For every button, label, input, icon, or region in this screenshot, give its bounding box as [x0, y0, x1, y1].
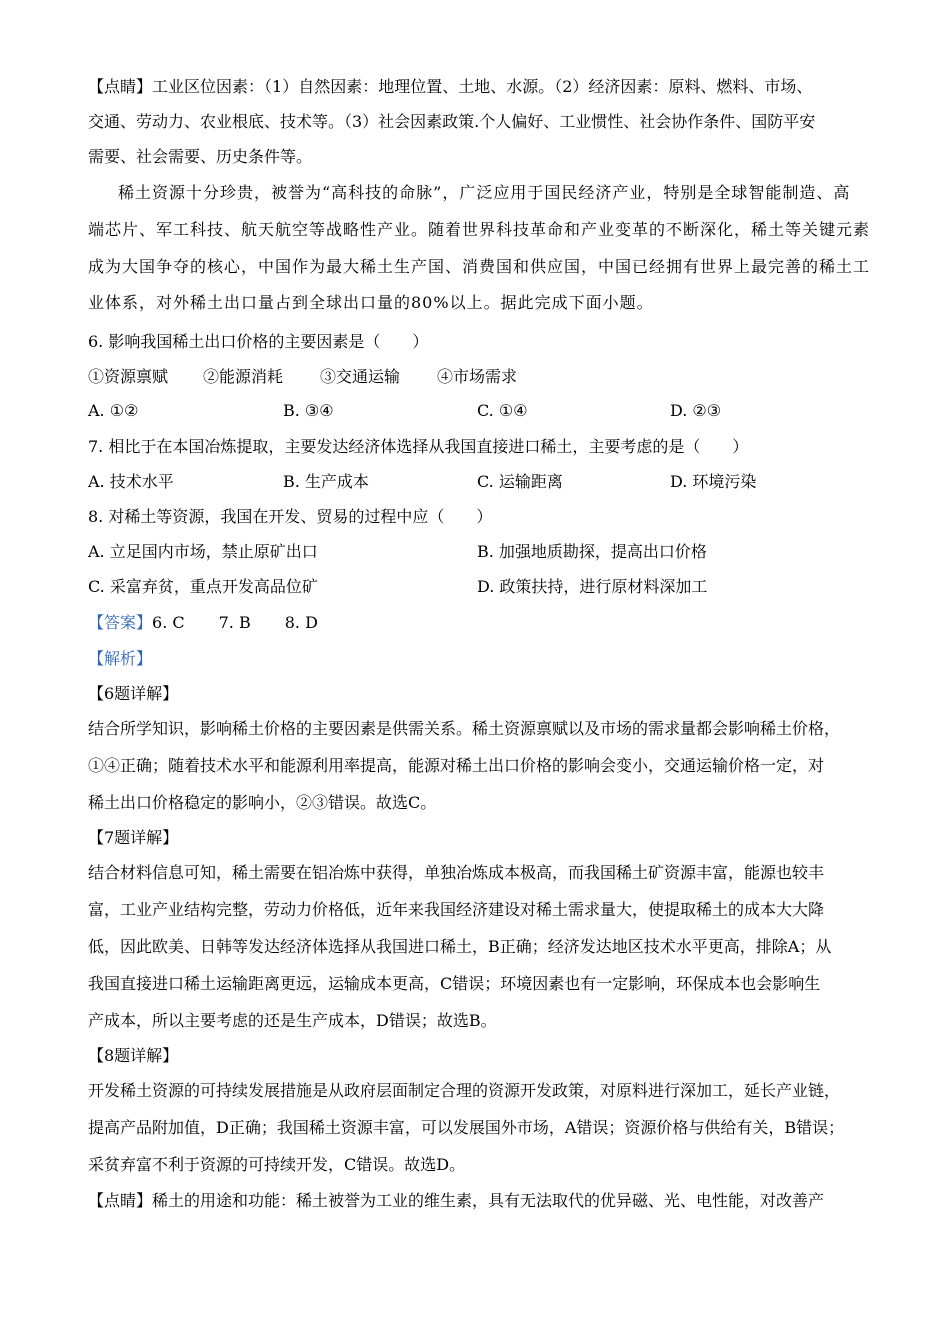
q6-option-a: A. ①②	[88, 401, 139, 420]
analysis-label: 【解析】	[88, 649, 153, 668]
tip-text: 工业区位因素：（1）自然因素：地理位置、土地、水源。（2）经济因素：原料、燃料、市场、	[152, 77, 813, 96]
answer-line	[88, 612, 318, 634]
detail-6-line: ①④正确；随着技术水平和能源利用率提高，能源对稀土出口价格的影响会变小，交通运输价格一定，对	[88, 756, 825, 775]
q6-option-d: D. ②③	[670, 401, 722, 420]
answer-label: 【答案】	[88, 613, 153, 632]
material-line: 稀土资源十分珍贵，被誉为“高科技的命脉”，广泛应用于国民经济产业，特别是全球智能制造、高	[118, 183, 851, 202]
detail-8-line: 提高产品附加值，D正确；我国稀土资源丰富，可以发展国外市场，A错误；资源价格与供给有关，B错误；	[88, 1118, 845, 1137]
answer-8: 8. D	[284, 613, 318, 632]
detail-6-line: 稀土出口价格稳定的影响小，②③错误。故选C。	[88, 793, 437, 812]
q8-option-a: A. 立足国内市场，禁止原矿出口	[88, 542, 318, 561]
detail-6-line: 结合所学知识，影响稀土价格的主要因素是供需关系。稀土资源禀赋以及市场的需求量都会影响稀土价格，	[88, 719, 841, 738]
detail-8-heading: 【8题详解】	[88, 1046, 179, 1065]
q8-option-c: C. 采富弃贫，重点开发高品位矿	[88, 577, 318, 596]
detail-8-line: 开发稀土资源的可持续发展措施是从政府层面制定合理的资源开发政策，对原料进行深加工，延长产业链，	[88, 1081, 841, 1100]
question-7-stem: 7. 相比于在本国冶炼提取，主要发达经济体选择从我国直接进口稀土，主要考虑的是（ ）	[88, 437, 749, 456]
question-8-stem: 8. 对稀土等资源，我国在开发、贸易的过程中应（ ）	[88, 507, 493, 526]
material-line: 成为大国争夺的核心，中国作为最大稀土生产国、消费国和供应国，中国已经拥有世界上最完善的稀土工	[88, 257, 871, 276]
material-line: 端芯片、军工科技、航天航空等战略性产业。随着世界科技革命和产业变革的不断深化，稀土等关键元素	[88, 220, 871, 239]
q7-option-c: C. 运输距离	[477, 472, 563, 491]
answer-7: 7. B	[218, 613, 251, 632]
tip-paragraph-2	[88, 1190, 824, 1212]
detail-7-line: 我国直接进口稀土运输距离更远，运输成本更高，C错误；环境因素也有一定影响，环保成本也会影响生	[88, 974, 821, 993]
question-6-stem: 6. 影响我国稀土出口价格的主要因素是（ ）	[88, 332, 429, 351]
material-line: 业体系，对外稀土出口量占到全球出口量的80%以上。据此完成下面小题。	[88, 293, 654, 312]
detail-7-line: 结合材料信息可知，稀土需要在铝冶炼中获得，单独冶炼成本极高，而我国稀土矿资源丰富，能源也较丰	[88, 863, 825, 882]
detail-7-heading: 【7题详解】	[88, 828, 179, 847]
tip-line: 需要、社会需要、历史条件等。	[88, 147, 313, 166]
detail-6-heading: 【6题详解】	[88, 684, 179, 703]
q6-option-c: C. ①④	[477, 401, 528, 420]
q6-item: ①资源禀赋	[88, 367, 169, 386]
tip-line: 交通、劳动力、农业根底、技术等。（3）社会因素政策.个人偏好、工业惯性、社会协作条件、国防平安	[88, 112, 816, 131]
tip-paragraph-1	[88, 76, 812, 98]
detail-7-line: 富，工业产业结构完整，劳动力价格低，近年来我国经济建设对稀土需求量大，使提取稀土的成本大大降	[88, 900, 825, 919]
tip-text: 稀土的用途和功能：稀土被誉为工业的维生素，具有无法取代的优异磁、光、电性能，对改善产	[152, 1191, 825, 1210]
q6-item: ④市场需求	[437, 367, 518, 386]
tip-label: 【点睛】	[88, 77, 153, 96]
detail-7-line: 低，因此欧美、日韩等发达经济体选择从我国进口稀土，B正确；经济发达地区技术水平更高，排除A；从	[88, 937, 832, 956]
q7-option-b: B. 生产成本	[283, 472, 369, 491]
tip-label: 【点睛】	[88, 1191, 153, 1210]
detail-8-line: 采贫弃富不利于资源的可持续开发，C错误。故选D。	[88, 1155, 466, 1174]
q6-item: ③交通运输	[320, 367, 401, 386]
q6-item: ②能源消耗	[203, 367, 284, 386]
q6-option-b: B. ③④	[283, 401, 334, 420]
q7-option-d: D. 环境污染	[670, 472, 757, 491]
q8-option-b: B. 加强地质勘探，提高出口价格	[477, 542, 707, 561]
answer-6: 6. C	[152, 613, 185, 632]
q8-option-d: D. 政策扶持，进行原材料深加工	[477, 577, 708, 596]
detail-7-line: 产成本，所以主要考虑的还是生产成本，D错误；故选B。	[88, 1011, 497, 1030]
q7-option-a: A. 技术水平	[88, 472, 174, 491]
